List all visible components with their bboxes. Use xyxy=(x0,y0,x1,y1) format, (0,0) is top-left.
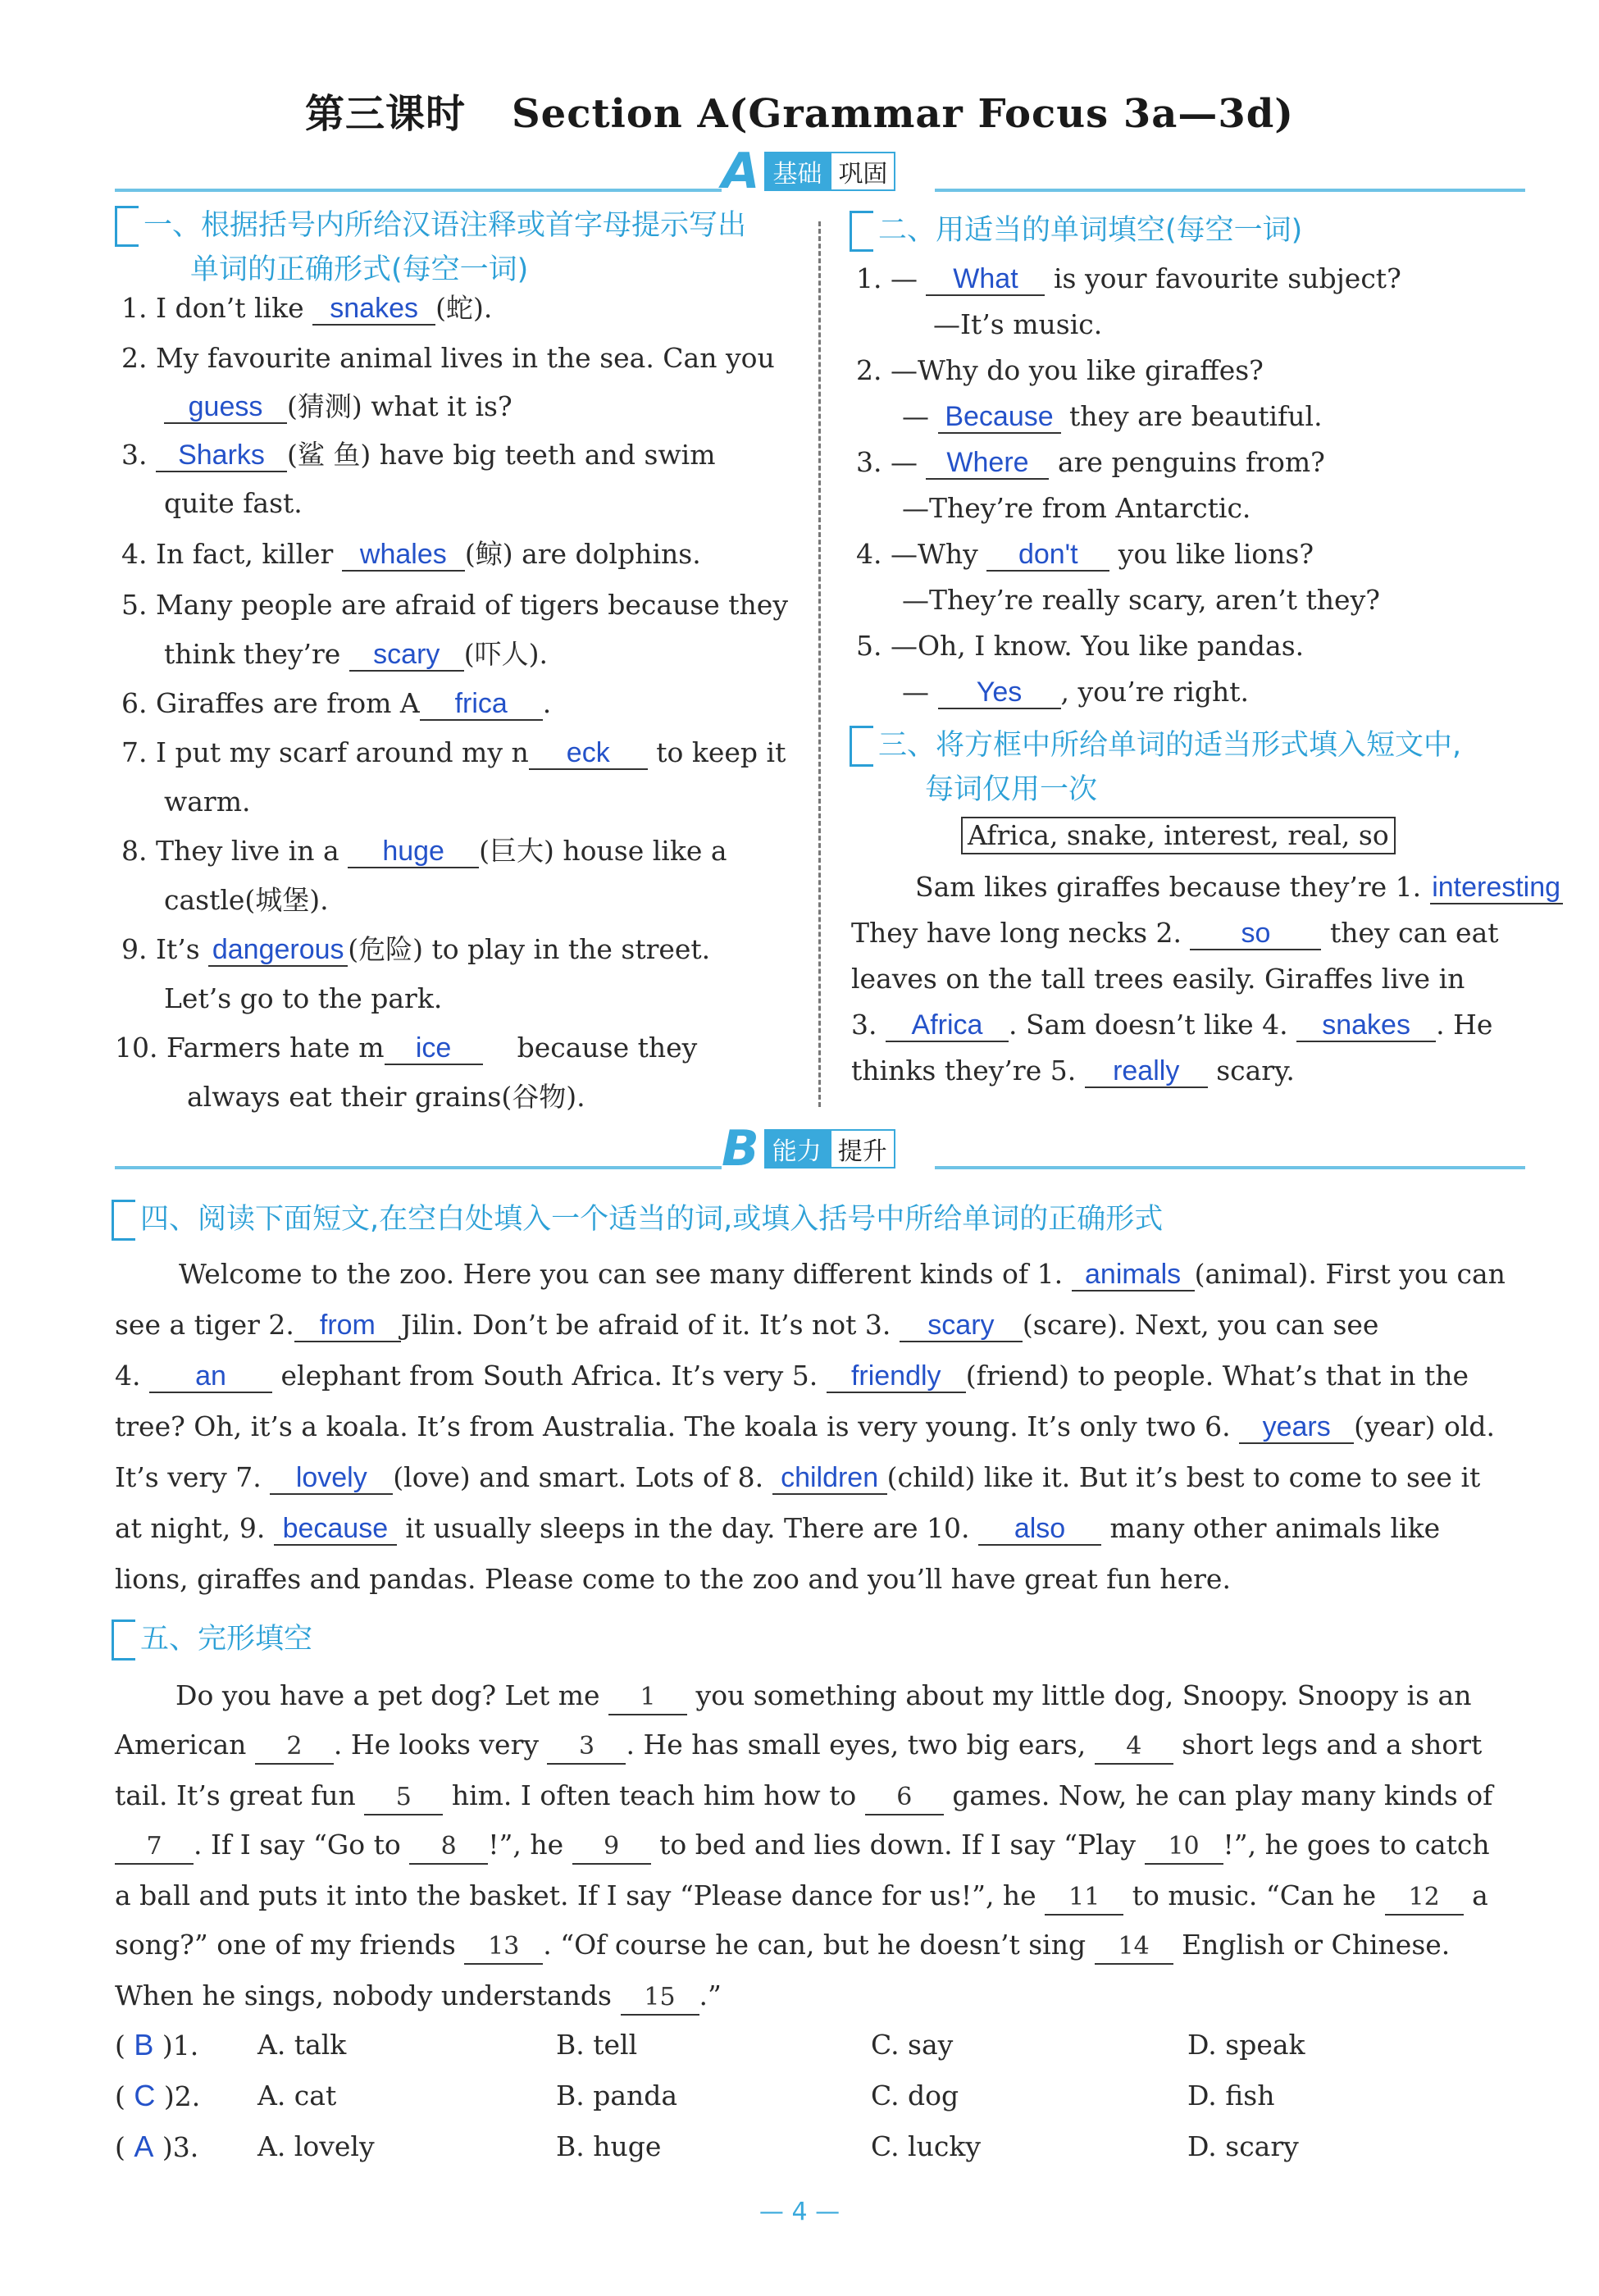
page-number: — 4 — xyxy=(758,2198,840,2226)
s5-line-6: song?” one of my friends 13 . “Of course he can, but he doesn’t sing 14 English or Chinese. xyxy=(115,1929,1450,1965)
option-a[interactable]: A. talk xyxy=(257,2029,347,2061)
s2-q2: 2. —Why do you like giraffes? xyxy=(856,354,1264,386)
answer: children xyxy=(772,1462,887,1495)
s1-q9: 9. It’s dangerous (危险) to play in the street. xyxy=(121,933,711,965)
s4-line-5: It’s very 7. lovely (love) and smart. Lots of 8. children (child) like it. But it’s best to come to see it xyxy=(115,1461,1481,1493)
answer: animals xyxy=(1072,1259,1195,1292)
section-label: Section A(Grammar Focus 3a—3d) xyxy=(512,91,1294,137)
badge-text-2: 提升 xyxy=(830,1129,895,1168)
section-3-heading-2: 每词仅用一次 xyxy=(925,773,1098,806)
answer: Because xyxy=(938,401,1061,434)
s2-q3: 3. — Where are penguins from? xyxy=(856,446,1325,478)
s1-q10: 10. Farmers hate m ice because they xyxy=(115,1032,698,1064)
s2-q1: 1. — What is your favourite subject? xyxy=(856,262,1401,294)
cloze-blank[interactable]: 2 xyxy=(255,1730,334,1765)
section-3-heading: 三、将方框中所给单词的适当形式填入短文中, xyxy=(850,723,1461,768)
answer: ice xyxy=(385,1032,483,1065)
s5-line-5: a ball and puts it into the basket. If I say “Please dance for us!”, he 11 to music. “Can he 12 a xyxy=(115,1879,1488,1916)
s4-line-3: 4. an elephant from South Africa. It’s very 5. friendly (friend) to people. What’s that in the xyxy=(115,1360,1469,1392)
band-left-a xyxy=(115,189,722,192)
s1-q3: 3. Sharks (鲨 鱼) have big teeth and swim xyxy=(121,439,716,471)
s1-q10-cont: always eat their grains(谷物). xyxy=(187,1081,585,1113)
cloze-blank[interactable]: 13 xyxy=(464,1930,543,1965)
chosen-answer: C xyxy=(134,2079,156,2112)
s4-line-7: lions, giraffes and pandas. Please come to the zoo and you’ll have great fun here. xyxy=(115,1563,1231,1595)
s1-q3-cont: quite fast. xyxy=(164,487,303,519)
answer: Where xyxy=(926,447,1049,480)
option-d[interactable]: D. scary xyxy=(1187,2130,1299,2162)
answer: Sharks xyxy=(156,440,287,472)
answer: friendly xyxy=(827,1360,966,1393)
section-1-heading-2: 单词的正确形式(每空一词) xyxy=(190,253,529,286)
s5-line-2: American 2 . He looks very 3 . He has small eyes, two big ears, 4 short legs and a short xyxy=(115,1729,1482,1765)
word-box: Africa, snake, interest, real, so xyxy=(961,817,1396,854)
column-divider xyxy=(818,221,821,1107)
cloze-blank[interactable]: 12 xyxy=(1385,1881,1464,1916)
band-right-b xyxy=(935,1166,1525,1169)
cloze-blank[interactable]: 6 xyxy=(865,1781,944,1815)
s1-q7: 7. I put my scarf around my n eck to keep it xyxy=(121,736,786,768)
heading-bracket-icon xyxy=(112,1620,135,1660)
answer: so xyxy=(1190,918,1321,950)
s1-q5: 5. Many people are afraid of tigers because they xyxy=(121,589,788,621)
s1-q6: 6. Giraffes are from A frica . xyxy=(121,687,552,719)
answer: really xyxy=(1085,1055,1208,1088)
answer: an xyxy=(149,1360,272,1393)
badge-text-2: 巩固 xyxy=(830,152,895,191)
s5-line-3: tail. It’s great fun 5 him. I often teach him how to 6 games. Now, he can play many kinds of xyxy=(115,1779,1492,1815)
badge-advanced xyxy=(722,1120,895,1178)
cloze-blank[interactable]: 15 xyxy=(621,1981,699,2016)
band-left-b xyxy=(115,1166,722,1169)
option-b[interactable]: B. tell xyxy=(556,2029,638,2061)
s1-q4: 4. In fact, killer whales (鲸) are dolphins. xyxy=(121,538,701,570)
s2-q1-reply: —It’s music. xyxy=(933,308,1103,340)
answer: eck xyxy=(529,737,648,770)
cloze-blank[interactable]: 9 xyxy=(572,1830,651,1865)
s3-line-3: leaves on the tall trees easily. Giraffes live in xyxy=(851,963,1465,995)
answer: frica xyxy=(420,688,543,721)
option-d[interactable]: D. speak xyxy=(1187,2029,1305,2061)
answer: from xyxy=(294,1310,401,1342)
answer: interesting xyxy=(1430,872,1563,904)
option-row-3: ( A )3. xyxy=(115,2130,199,2163)
cloze-blank[interactable]: 1 xyxy=(608,1681,687,1715)
option-b[interactable]: B. panda xyxy=(556,2080,678,2112)
badge-text-1: 能力 xyxy=(764,1129,830,1168)
s4-line-1: Welcome to the zoo. Here you can see many different kinds of 1. animals (animal). First you can xyxy=(179,1258,1506,1290)
answer: lovely xyxy=(270,1462,393,1495)
option-a[interactable]: A. cat xyxy=(257,2080,337,2112)
s1-q1: 1. I don’t like snakes (蛇). xyxy=(121,292,493,324)
chosen-answer: B xyxy=(134,2028,154,2061)
s5-line-1: Do you have a pet dog? Let me 1 you something about my little dog, Snoopy. Snoopy is an xyxy=(175,1679,1471,1715)
answer: also xyxy=(978,1513,1101,1546)
cloze-blank[interactable]: 7 xyxy=(115,1830,194,1865)
s3-line-5: thinks they’re 5. really scary. xyxy=(851,1055,1295,1086)
cloze-blank[interactable]: 11 xyxy=(1045,1881,1123,1916)
chosen-answer: A xyxy=(134,2130,154,2163)
band-right-a xyxy=(935,189,1525,192)
heading-bracket-icon xyxy=(850,211,873,252)
s3-line-2: They have long necks 2. so they can eat xyxy=(851,917,1499,949)
answer: snakes xyxy=(312,293,435,326)
s2-q2-reply: — Because they are beautiful. xyxy=(902,400,1323,432)
cloze-blank[interactable]: 10 xyxy=(1145,1830,1223,1865)
answer: scary xyxy=(900,1310,1023,1342)
s3-line-4: 3. Africa . Sam doesn’t like 4. snakes . He xyxy=(851,1009,1493,1041)
heading-bracket-icon xyxy=(850,726,873,767)
answer: Yes xyxy=(938,676,1061,709)
cloze-blank[interactable]: 8 xyxy=(409,1830,488,1865)
section-5-heading: 五、完形填空 xyxy=(112,1617,312,1661)
answer: Africa xyxy=(886,1009,1009,1042)
option-d[interactable]: D. fish xyxy=(1187,2080,1275,2112)
s1-q2: 2. My favourite animal lives in the sea. Can you xyxy=(121,342,775,374)
option-c[interactable]: C. say xyxy=(871,2029,954,2061)
heading-bracket-icon xyxy=(115,206,139,247)
s5-line-7: When he sings, nobody understands 15 .” xyxy=(115,1979,722,2016)
option-c[interactable]: C. lucky xyxy=(871,2130,981,2162)
answer: don't xyxy=(986,539,1109,572)
s3-line-1: Sam likes giraffes because they’re 1. interesting xyxy=(915,871,1563,904)
page-title xyxy=(0,82,1599,139)
answer: years xyxy=(1239,1411,1354,1444)
s2-q5-reply: — Yes , you’re right. xyxy=(902,676,1249,708)
cloze-blank[interactable]: 4 xyxy=(1095,1730,1173,1765)
section-1-heading: 一、根据括号内所给汉语注释或首字母提示写出 xyxy=(115,203,746,248)
s4-line-4: tree? Oh, it’s a koala. It’s from Australia. The koala is very young. It’s only two 6. years (year) old. xyxy=(115,1410,1496,1442)
cloze-blank[interactable]: 3 xyxy=(547,1730,626,1765)
answer: snakes xyxy=(1296,1009,1436,1042)
s1-q9-cont: Let’s go to the park. xyxy=(164,982,443,1014)
badge-basic xyxy=(722,143,895,200)
badge-text-1: 基础 xyxy=(764,152,830,191)
option-row-2: ( C )2. xyxy=(115,2079,201,2112)
s2-q5: 5. —Oh, I know. You like pandas. xyxy=(856,630,1305,662)
answer: dangerous xyxy=(208,934,348,967)
answer: What xyxy=(926,263,1045,296)
badge-letter: A xyxy=(722,143,760,200)
s4-line-6: at night, 9. because it usually sleeps in the day. There are 10. also many other animals like xyxy=(115,1512,1441,1544)
section-2-heading: 二、用适当的单词填空(每空一词) xyxy=(850,208,1302,253)
s1-q5-cont: think they’re scary (吓人). xyxy=(164,638,549,670)
answer: because xyxy=(274,1513,397,1546)
answer: whales xyxy=(342,539,465,572)
s4-line-2: see a tiger 2. from Jilin. Don’t be afraid of it. It’s not 3. scary (scare). Next, you can see xyxy=(115,1309,1379,1341)
lesson-label: 第三课时 xyxy=(305,91,467,137)
s1-q8-cont: castle(城堡). xyxy=(164,884,329,916)
option-b[interactable]: B. huge xyxy=(556,2130,662,2162)
s1-q7-cont: warm. xyxy=(164,786,251,818)
answer: scary xyxy=(349,639,464,672)
s2-q4-reply: —They’re really scary, aren’t they? xyxy=(902,584,1380,616)
option-c[interactable]: C. dog xyxy=(871,2080,959,2112)
answer: guess xyxy=(164,391,287,424)
heading-bracket-icon xyxy=(112,1200,135,1241)
badge-letter: B xyxy=(722,1120,759,1178)
cloze-blank[interactable]: 14 xyxy=(1095,1930,1173,1965)
s1-q2-cont: guess (猜测) what it is? xyxy=(164,390,512,424)
s2-q3-reply: —They’re from Antarctic. xyxy=(902,492,1251,524)
answer: huge xyxy=(348,836,479,868)
option-row-1: ( B )1. xyxy=(115,2028,199,2061)
cloze-blank[interactable]: 5 xyxy=(364,1781,443,1815)
s5-line-4: 7 . If I say “Go to 8 !”, he 9 to bed and lies down. If I say “Play 10 !”, he goes to catch xyxy=(115,1829,1490,1865)
section-4-heading: 四、阅读下面短文,在空白处填入一个适当的词,或填入括号中所给单词的正确形式 xyxy=(112,1197,1163,1241)
option-a[interactable]: A. lovely xyxy=(257,2130,375,2162)
s1-q8: 8. They live in a huge (巨大) house like a xyxy=(121,835,727,867)
s2-q4: 4. —Why don't you like lions? xyxy=(856,538,1314,570)
